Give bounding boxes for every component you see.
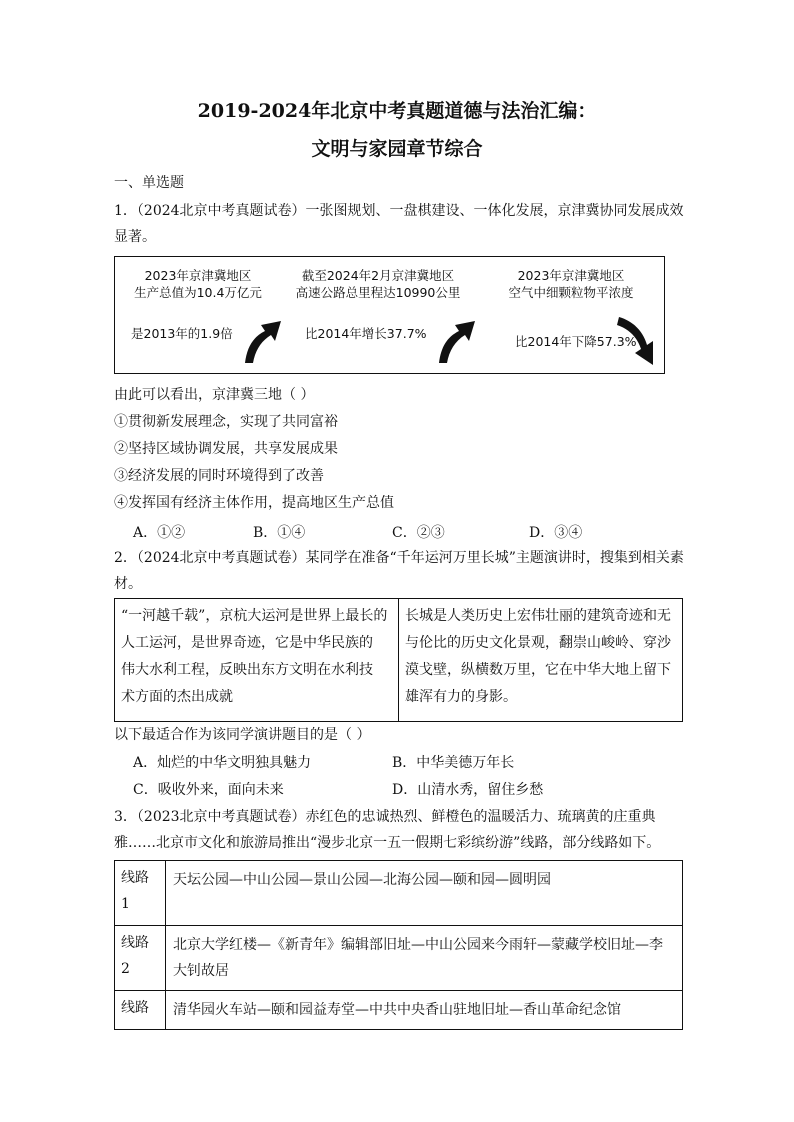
- route-text-b: 大钊故居: [173, 963, 229, 979]
- route-label: [115, 861, 166, 926]
- table-row: [115, 861, 683, 926]
- q1-stat1-line2: 生产总值为10.4万亿元: [134, 285, 262, 300]
- q1-stat3-change: 比2014年下降57.3%: [515, 334, 637, 349]
- table-row: [115, 926, 683, 991]
- route-text-a: 清华园火车站—颐和园益寿堂—中共中央香山驻地旧址—香山革命纪念馆: [173, 1002, 621, 1018]
- q1-question: 由此可以看出，京津冀三地（ ）: [114, 387, 315, 403]
- q1-stat3-line1: 2023年京津冀地区: [517, 268, 625, 283]
- q1-item-1: ①贯彻新发展理念，实现了共同富裕: [114, 414, 338, 430]
- q1-item-4: ④发挥国有经济主体作用，提高地区生产总值: [114, 495, 394, 511]
- q1-option-c[interactable]: C．②③: [392, 525, 445, 541]
- q2-material-left-line: 术方面的杰出成就: [121, 689, 233, 705]
- q2-option-d[interactable]: D．山清水秀，留住乡愁: [392, 782, 544, 798]
- route-text-a: 天坛公园—中山公园—景山公园—北海公园—颐和园—圆明园: [173, 872, 551, 888]
- route-label: [115, 926, 166, 991]
- q2-option-b[interactable]: B．中华美德万年长: [392, 755, 515, 771]
- q2-material-left-line: “一河越千载”，京杭大运河是世界上最长的: [121, 608, 388, 624]
- up-arrow-icon: [435, 313, 479, 365]
- q2-stem-line2: 材。: [114, 576, 142, 592]
- route-label-a: 线路: [121, 1000, 149, 1016]
- q1-option-b[interactable]: B．①④: [253, 525, 306, 541]
- page-subtitle: 文明与家园章节综合: [311, 138, 483, 160]
- q2-material-right-line: 雄浑有力的身影。: [405, 689, 517, 705]
- q1-stat2-line2: 高速公路总里程达10990公里: [295, 285, 461, 300]
- q2-option-c[interactable]: C．吸收外来，面向未来: [133, 782, 284, 798]
- q1-item-2: ②坚持区域协调发展，共享发展成果: [114, 441, 338, 457]
- q1-stat1: [123, 267, 273, 301]
- route-label-b: 2: [121, 961, 130, 977]
- q3-stem-line2: 雅……北京市文化和旅游局推出“漫步北京一五一假期七彩缤纷游”线路，部分线路如下。: [114, 835, 661, 851]
- route-text: [166, 926, 683, 991]
- q1-option-d[interactable]: D．③④: [529, 525, 583, 541]
- q2-stem-line1: 2．（2024北京中考真题试卷）某同学在准备“千年运河万里长城”主题演讲时，搜集到相关素: [114, 550, 684, 566]
- up-arrow-icon: [241, 313, 285, 365]
- q2-question: 以下最适合作为该同学演讲题目的是（ ）: [114, 727, 371, 743]
- q2-material-right-line: 漠戈壁，纵横数万里，它在中华大地上留下: [405, 662, 671, 678]
- page-title: 2019-2024年北京中考真题道德与法治汇编：: [197, 100, 597, 122]
- route-label-a: 线路: [121, 870, 149, 886]
- q3-routes-table: [114, 860, 683, 1030]
- q1-stat2-change: 比2014年增长37.7%: [305, 326, 427, 341]
- q1-figure: [114, 256, 665, 374]
- q1-stat2-line1: 截至2024年2月京津冀地区: [301, 268, 455, 283]
- route-label-a: 线路: [121, 935, 149, 951]
- route-text: [166, 861, 683, 926]
- q2-material-right-line: 长城是人类历史上宏伟壮丽的建筑奇迹和无: [405, 608, 671, 624]
- route-label: [115, 991, 166, 1030]
- route-label-b: 1: [121, 896, 130, 912]
- q1-stem-line1: 1．（2024北京中考真题试卷）一张图规划、一盘棋建设、一体化发展，京津冀协同发展成效: [114, 203, 684, 219]
- down-arrow-icon: [615, 313, 663, 367]
- q1-stat3: [491, 267, 651, 301]
- q2-option-a[interactable]: A．灿烂的中华文明独具魅力: [133, 755, 312, 771]
- q1-stat1-change: 是2013年的1.9倍: [131, 326, 233, 341]
- q2-material-left-line: 伟大水利工程，反映出东方文明在水利技: [121, 662, 373, 678]
- q1-option-a[interactable]: A．①②: [133, 525, 186, 541]
- route-text-a: 北京大学红楼—《新青年》编辑部旧址—中山公园来今雨轩—蒙藏学校旧址—李: [173, 937, 663, 953]
- q3-stem-line1: 3．（2023北京中考真题试卷）赤红色的忠诚热烈、鲜橙色的温暖活力、琉璃黄的庄重典: [114, 809, 656, 825]
- q1-stat3-line2: 空气中细颗粒物平浓度: [508, 285, 634, 300]
- q1-item-3: ③经济发展的同时环境得到了改善: [114, 468, 324, 484]
- q2-material-left: [115, 599, 399, 721]
- table-row: [115, 991, 683, 1030]
- section-heading: 一、单选题: [114, 175, 184, 191]
- q1-stat1-line1: 2023年京津冀地区: [144, 268, 252, 283]
- route-text: [166, 991, 683, 1030]
- q2-material-right-line: 与伦比的历史文化景观，翻崇山峻岭、穿沙: [405, 635, 671, 651]
- q1-stem-line2: 显著。: [114, 229, 156, 245]
- q2-material-right: [399, 599, 682, 721]
- q1-stat2: [283, 267, 473, 301]
- q2-material-table: [114, 598, 683, 722]
- q2-material-left-line: 人工运河，是世界奇迹，它是中华民族的: [121, 635, 373, 651]
